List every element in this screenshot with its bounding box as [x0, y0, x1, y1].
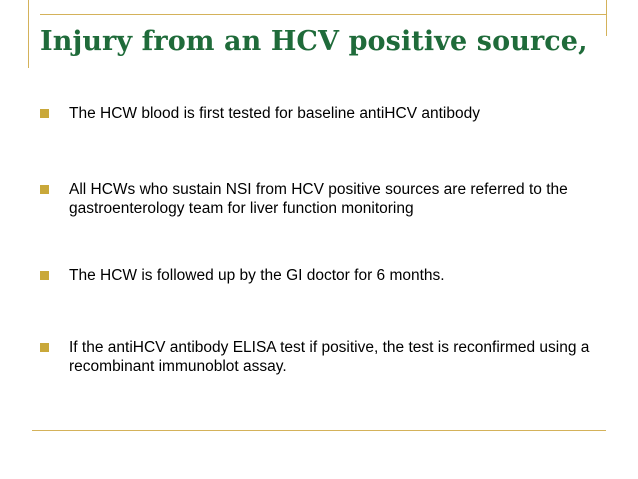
square-bullet-icon [40, 271, 49, 280]
bottom-accent-rule [32, 430, 606, 431]
square-bullet-icon [40, 109, 49, 118]
top-accent-rule [40, 14, 606, 15]
bullet-text: The HCW is followed up by the GI doctor for 6 months. [69, 267, 445, 284]
left-accent-rule [28, 0, 29, 68]
bullet-text: All HCWs who sustain NSI from HCV positive sources are referred to the gastroenterology team for liver function monitoring [69, 181, 568, 217]
square-bullet-icon [40, 343, 49, 352]
bullet-text: The HCW blood is first tested for baseline antiHCV antibody [69, 105, 480, 122]
right-accent-rule [606, 0, 607, 36]
square-bullet-icon [40, 185, 49, 194]
bullet-text: If the antiHCV antibody ELISA test if positive, the test is reconfirmed using a recombinant immunoblot assay. [69, 339, 590, 375]
slide-title: Injury from an HCV positive source, [40, 26, 588, 57]
